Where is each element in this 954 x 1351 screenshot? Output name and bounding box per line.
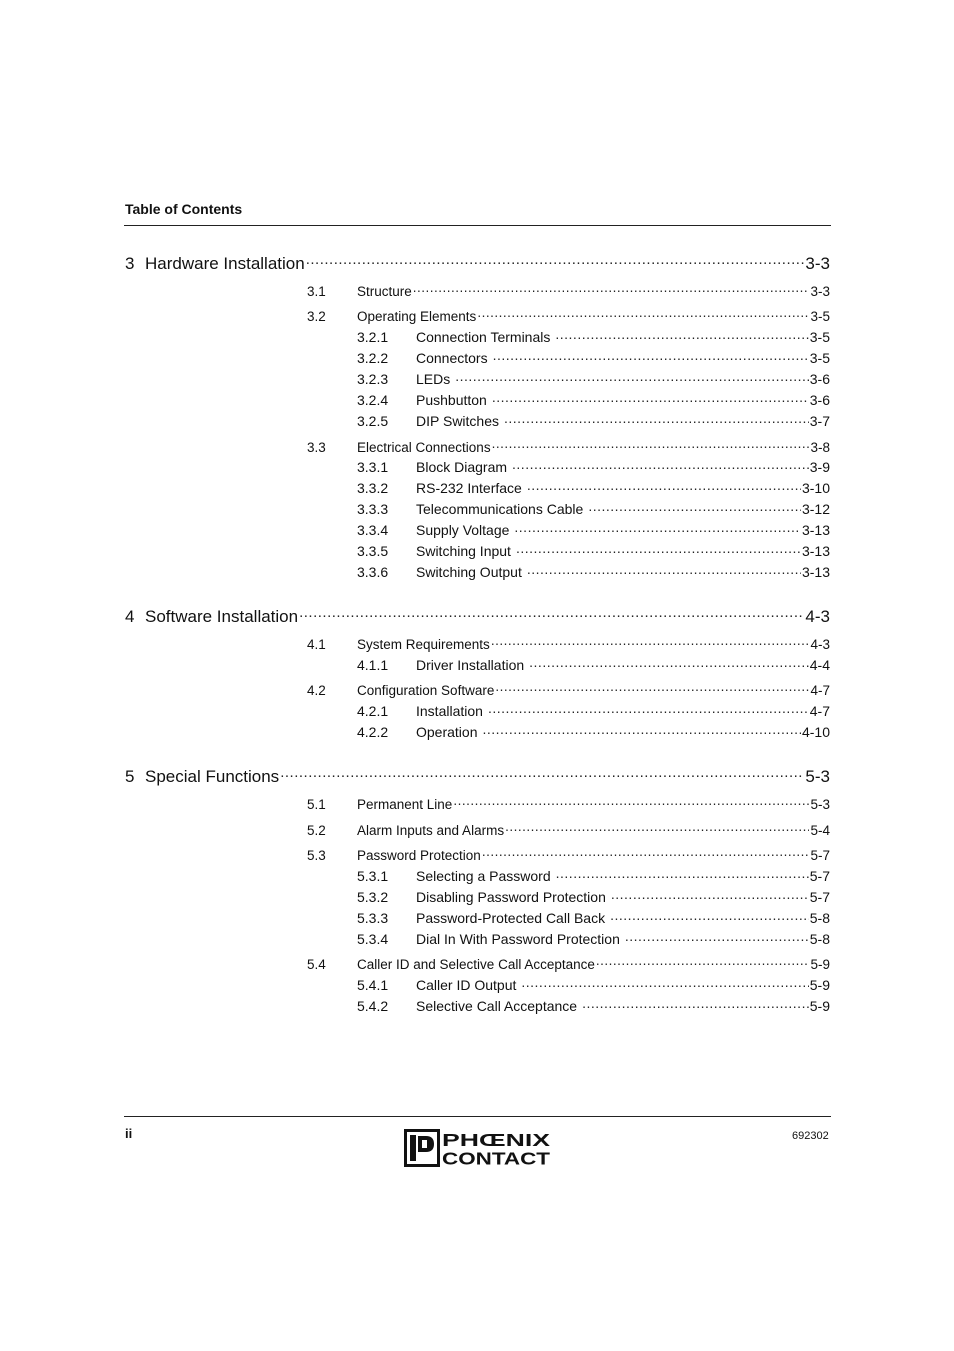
toc-number: 3 (125, 254, 135, 273)
toc-title: Alarm Inputs and Alarms (357, 822, 505, 838)
dot-leader (611, 888, 809, 902)
toc-page: 3-10 (801, 480, 830, 496)
toc-number: 3.3.6 (357, 564, 389, 580)
toc-number: 5.3.1 (357, 868, 389, 884)
toc-title: Pushbutton (416, 392, 487, 408)
toc-page: 5-7 (809, 868, 830, 884)
toc-page: 3-13 (801, 543, 830, 559)
toc-number: 5.4 (307, 956, 326, 972)
toc-page: 5-7 (810, 847, 830, 863)
toc-number: 4 (125, 607, 135, 626)
toc-section-5-1[interactable] (307, 795, 830, 812)
toc-subsection-5-3-2[interactable] (357, 888, 830, 905)
toc-page: 4-3 (810, 636, 830, 652)
toc-title: Operation (416, 724, 478, 740)
toc-number: 3.2.1 (357, 329, 389, 345)
toc-page: 4-3 (805, 607, 830, 626)
toc-number: 3.3 (307, 439, 326, 455)
toc-number: 4.1 (307, 636, 326, 652)
dot-leader (477, 307, 809, 321)
dot-leader (529, 656, 809, 670)
toc-subsection-3-3-4[interactable] (357, 521, 830, 538)
page-number: ii (125, 1126, 133, 1141)
dot-leader (556, 867, 809, 881)
dot-leader (527, 563, 801, 577)
toc-page: 5-3 (810, 796, 830, 812)
toc-page: 5-7 (809, 889, 830, 905)
toc-subsection-3-2-4[interactable] (357, 391, 830, 408)
dot-leader (455, 370, 809, 384)
toc-page: 5-9 (810, 956, 830, 972)
toc-page: 5-8 (809, 931, 830, 947)
toc-title: Connection Terminals (416, 329, 551, 345)
toc-number: 5.3 (307, 847, 326, 863)
toc-title: Switching Output (416, 564, 522, 580)
toc-page: 3-8 (810, 439, 830, 455)
toc-title: Disabling Password Protection (416, 889, 606, 905)
toc-section-5-2[interactable] (307, 821, 830, 838)
toc-number: 4.2 (307, 682, 326, 698)
dot-leader (299, 605, 804, 622)
toc-title: Switching Input (416, 543, 511, 559)
dot-leader (306, 252, 805, 269)
toc-chapter-5[interactable] (125, 765, 830, 787)
dot-leader (505, 821, 809, 835)
dot-leader (588, 500, 801, 514)
toc-title: Software Installation (145, 607, 299, 626)
toc-title: System Requirements (357, 636, 490, 652)
dot-leader (514, 521, 801, 535)
dot-leader (625, 930, 809, 944)
toc-page: 3-7 (809, 413, 830, 429)
toc-title: Telecommunications Cable (416, 501, 584, 517)
dot-leader (491, 635, 810, 649)
dot-leader (512, 458, 809, 472)
toc-page: 4-7 (810, 682, 830, 698)
toc-subsection-4-2-2[interactable] (357, 723, 830, 740)
dot-leader (280, 765, 804, 782)
toc-page: 3-13 (801, 522, 830, 538)
toc-number: 4.2.1 (357, 703, 389, 719)
toc-subsection-3-3-3[interactable] (357, 500, 830, 517)
toc-page: 4-4 (809, 657, 830, 673)
toc-subsection-4-2-1[interactable] (357, 702, 830, 719)
dot-leader (516, 542, 801, 556)
toc-page: 3-5 (809, 350, 830, 366)
toc-section-5-4[interactable] (307, 955, 830, 972)
dot-leader (495, 681, 809, 695)
dot-leader (610, 909, 809, 923)
dot-leader (527, 479, 801, 493)
toc-number: 3.3.4 (357, 522, 389, 538)
toc-title: Electrical Connections (357, 439, 491, 455)
toc-number: 3.1 (307, 283, 326, 299)
toc-page: 4-7 (809, 703, 830, 719)
toc-title: Configuration Software (357, 682, 495, 698)
toc-title: Selecting a Password (416, 868, 551, 884)
toc-number: 3.3.5 (357, 543, 389, 559)
toc-subsection-5-4-1[interactable] (357, 976, 830, 993)
toc-title: DIP Switches (416, 413, 499, 429)
toc-title: Password-Protected Call Back (416, 910, 606, 926)
toc-title: Hardware Installation (145, 254, 305, 273)
dot-leader (493, 349, 809, 363)
toc-subsection-5-3-4[interactable] (357, 930, 830, 947)
dot-leader (492, 391, 809, 405)
toc-page: 5-3 (805, 767, 830, 786)
toc-page: 3-13 (801, 564, 830, 580)
toc-title: Driver Installation (416, 657, 525, 673)
toc-subsection-3-2-3[interactable] (357, 370, 830, 387)
dot-leader (482, 846, 810, 860)
toc-section-5-3[interactable] (307, 846, 830, 863)
toc-number: 3.3.1 (357, 459, 389, 475)
toc-page: 5-4 (810, 822, 830, 838)
toc-subsection-3-3-5[interactable] (357, 542, 830, 559)
dot-leader (482, 723, 800, 737)
toc-page: 5-8 (809, 910, 830, 926)
toc-title: Installation (416, 703, 483, 719)
toc-title: Permanent Line (357, 796, 453, 812)
toc-number: 5.3.2 (357, 889, 389, 905)
toc-number: 3.2.4 (357, 392, 389, 408)
footer-rule (124, 1116, 831, 1117)
toc-subsection-3-3-2[interactable] (357, 479, 830, 496)
page-header-title: Table of Contents (125, 201, 243, 217)
toc-subsection-5-3-3[interactable] (357, 909, 830, 926)
toc-section-3-2[interactable] (307, 307, 830, 324)
logo-line-1: PHŒNIX (442, 1130, 551, 1150)
toc-title: Selective Call Acceptance (416, 998, 578, 1014)
toc-title: Operating Elements (357, 308, 477, 324)
toc-page: 3-3 (810, 283, 830, 299)
toc-number: 5.3.3 (357, 910, 389, 926)
toc-number: 5.4.2 (357, 998, 389, 1014)
toc-title: Supply Voltage (416, 522, 510, 538)
toc-number: 3.3.2 (357, 480, 389, 496)
toc-page: 3-5 (810, 308, 830, 324)
toc-number: 5.4.1 (357, 977, 389, 993)
toc-number: 3.2.3 (357, 371, 389, 387)
toc-subsection-4-1-1[interactable] (357, 656, 830, 673)
dot-leader (582, 997, 809, 1011)
dot-leader (492, 438, 810, 452)
document-number: 692302 (792, 1130, 829, 1142)
dot-leader (596, 955, 810, 969)
toc-title: Structure (357, 283, 412, 299)
toc-section-3-3[interactable] (307, 438, 830, 455)
toc-page: 3-9 (809, 459, 830, 475)
toc-number: 3.2.5 (357, 413, 389, 429)
toc-title: Dial In With Password Protection (416, 931, 620, 947)
toc-chapter-3[interactable] (125, 252, 830, 274)
dot-leader (555, 328, 808, 342)
toc-title: Caller ID and Selective Call Acceptance (357, 956, 595, 972)
toc-subsection-3-2-1[interactable] (357, 328, 830, 345)
toc-page: 3-12 (801, 501, 830, 517)
toc-title: Special Functions (145, 767, 280, 786)
toc-page: 5-9 (809, 998, 830, 1014)
toc-title: Connectors (416, 350, 488, 366)
toc-title: Password Protection (357, 847, 481, 863)
toc-subsection-5-3-1[interactable] (357, 867, 830, 884)
toc-subsection-3-2-5[interactable] (357, 412, 830, 429)
toc-page: 3-5 (809, 329, 830, 345)
toc-number: 5 (125, 767, 135, 786)
toc-subsection-5-4-2[interactable] (357, 997, 830, 1014)
toc-number: 5.2 (307, 822, 326, 838)
toc-page: 3-6 (809, 371, 830, 387)
toc-number: 5.3.4 (357, 931, 389, 947)
toc-number: 3.3.3 (357, 501, 389, 517)
toc-number: 4.2.2 (357, 724, 389, 740)
toc-number: 5.1 (307, 796, 326, 812)
toc-page: 4-10 (801, 724, 830, 740)
toc-subsection-3-2-2[interactable] (357, 349, 830, 366)
toc-number: 3.2.2 (357, 350, 389, 366)
toc-page: 3-3 (805, 254, 830, 273)
toc-title: Caller ID Output (416, 977, 517, 993)
dot-leader (504, 412, 809, 426)
toc-title: LEDs (416, 371, 451, 387)
toc-section-4-1[interactable] (307, 635, 830, 652)
toc-chapter-4[interactable] (125, 605, 830, 627)
dot-leader (521, 976, 808, 990)
toc-subsection-3-3-6[interactable] (357, 563, 830, 580)
dot-leader (488, 702, 809, 716)
toc-section-4-2[interactable] (307, 681, 830, 698)
toc-title: RS-232 Interface (416, 480, 522, 496)
toc-page: 5-9 (809, 977, 830, 993)
toc-title: Block Diagram (416, 459, 508, 475)
dot-leader (453, 795, 809, 809)
toc-subsection-3-3-1[interactable] (357, 458, 830, 475)
logo-line-2: CONTACT (442, 1148, 551, 1167)
phoenix-contact-logo (404, 1129, 552, 1167)
toc-number: 4.1.1 (357, 657, 389, 673)
toc-section-3-1[interactable] (307, 282, 830, 299)
toc-page: 3-6 (809, 392, 830, 408)
dot-leader (413, 282, 810, 296)
toc-number: 3.2 (307, 308, 326, 324)
